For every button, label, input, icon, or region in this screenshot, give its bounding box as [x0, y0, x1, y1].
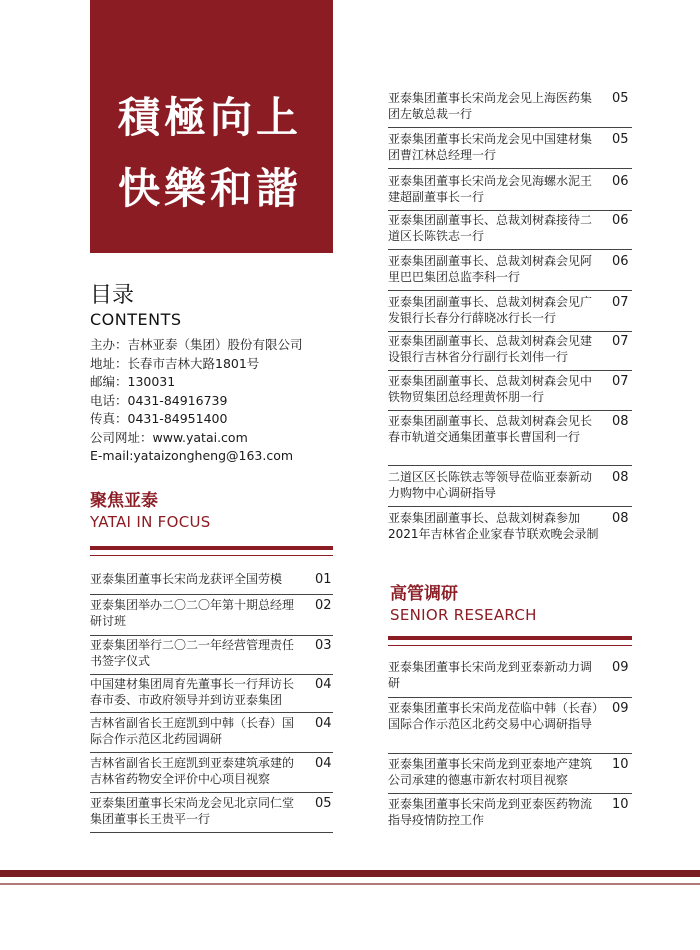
- toc-item-page: 09: [612, 701, 629, 716]
- toc-item-page: 10: [612, 797, 629, 812]
- toc-item-title: 亚泰集团副董事长、总裁刘树森会见中铁物贸集团总经理黄怀朋一行: [388, 374, 593, 404]
- toc-item-page: 05: [612, 132, 629, 147]
- toc-item[interactable]: [388, 254, 629, 285]
- toc-item-title: 亚泰集团副董事长、总裁刘树森会见建设银行吉林省分行副行长刘伟一行: [388, 334, 593, 364]
- toc-item-page: 06: [612, 254, 629, 269]
- toc-item[interactable]: [388, 213, 629, 244]
- toc-item-title: 吉林省副省长王庭凯到中韩（长春）国际合作示范区北药园调研: [90, 716, 295, 746]
- toc-item-title: 亚泰集团董事长宋尚龙会见上海医药集团左敏总裁一行: [388, 91, 593, 121]
- toc-item-divider: [388, 249, 632, 250]
- toc-item-divider: [388, 370, 632, 371]
- toc-item-title: 亚泰集团董事长宋尚龙到亚泰新动力调研: [388, 660, 593, 690]
- toc-item[interactable]: [388, 701, 629, 732]
- info-postcode: 邮编：130031: [90, 374, 176, 389]
- toc-item-page: 04: [315, 756, 332, 771]
- toc-item-divider: [388, 331, 632, 332]
- footer-rule-light: [0, 883, 700, 885]
- toc-item-divider: [388, 465, 632, 466]
- toc-item-divider: [388, 168, 632, 169]
- toc-item[interactable]: [388, 91, 629, 122]
- toc-item-page: 04: [315, 677, 332, 692]
- toc-subtitle: CONTENTS: [90, 310, 182, 329]
- toc-item[interactable]: [388, 470, 629, 501]
- toc-item-page: 08: [612, 414, 629, 429]
- toc-item-divider: [90, 712, 333, 713]
- toc-item-title: 亚泰集团董事长宋尚龙会见北京同仁堂集团董事长王贵平一行: [90, 796, 295, 826]
- toc-item[interactable]: [388, 374, 629, 405]
- toc-item-title: 亚泰集团副董事长、总裁刘树森会见长春市轨道交通集团董事长曹国利一行: [388, 414, 593, 444]
- section-title-en: SENIOR RESEARCH: [390, 606, 537, 624]
- toc-item[interactable]: [388, 334, 629, 365]
- section-rule-thick: [90, 546, 333, 550]
- toc-item[interactable]: [90, 756, 332, 787]
- toc-item-divider: [90, 674, 333, 675]
- toc-item-divider: [90, 792, 333, 793]
- toc-item-title: 亚泰集团董事长宋尚龙会见中国建材集团曹江林总经理一行: [388, 132, 593, 162]
- section-title-en: YATAI IN FOCUS: [90, 513, 211, 531]
- toc-item[interactable]: [388, 132, 629, 163]
- toc-item-title: 亚泰集团举办二〇二〇年第十期总经理研讨班: [90, 598, 295, 628]
- footer-rule-dark: [0, 870, 700, 877]
- banner-slogan-line-2: 快樂和諧: [118, 164, 303, 213]
- toc-item-divider: [388, 127, 632, 128]
- toc-item-page: 03: [315, 638, 332, 653]
- toc-item-title: 吉林省副省长王庭凯到亚泰建筑承建的吉林省药物安全评价中心项目视察: [90, 756, 295, 786]
- toc-item-page: 06: [612, 213, 629, 228]
- toc-item-title: 亚泰集团董事长宋尚龙会见海螺水泥王建超副董事长一行: [388, 174, 593, 204]
- toc-item[interactable]: [90, 598, 332, 629]
- toc-item-title: 亚泰集团董事长宋尚龙到亚泰医药物流指导疫情防控工作: [388, 797, 593, 827]
- toc-item-divider: [388, 410, 632, 411]
- toc-item-page: 06: [612, 174, 629, 189]
- toc-item[interactable]: [388, 757, 629, 788]
- toc-item-page: 05: [315, 796, 332, 811]
- section-header-focus: [90, 490, 211, 532]
- toc-item-divider: [388, 290, 632, 291]
- section-title-cn: 聚焦亚泰: [90, 491, 158, 511]
- toc-item[interactable]: [90, 677, 332, 708]
- toc-item-divider: [388, 753, 632, 754]
- toc-item-title: 亚泰集团举行二〇二一年经营管理责任书签字仪式: [90, 638, 295, 668]
- info-email[interactable]: E-mail:yataizongheng@163.com: [90, 448, 294, 463]
- toc-item-page: 08: [612, 511, 629, 526]
- section-rule-thin: [388, 645, 632, 646]
- toc-item[interactable]: [388, 414, 629, 445]
- info-address: 地址：长春市吉林大路1801号: [90, 355, 260, 371]
- toc-item-divider: [90, 594, 333, 595]
- publisher-info: [90, 336, 330, 466]
- toc-item-divider: [388, 793, 632, 794]
- section-header-senior: [390, 583, 537, 625]
- banner-slogan-line-1: 積極向上: [118, 93, 303, 142]
- cover-banner: [90, 0, 333, 253]
- toc-item-divider: [388, 210, 632, 211]
- info-website[interactable]: 公司网址：www.yatai.com: [90, 429, 248, 445]
- section-rule-thin: [90, 555, 333, 556]
- info-phone: 电话：0431-84916739: [90, 392, 228, 408]
- toc-item[interactable]: [90, 572, 332, 588]
- toc-item-divider: [388, 697, 632, 698]
- toc-item[interactable]: [388, 660, 629, 691]
- toc-item[interactable]: [388, 295, 629, 326]
- toc-item-page: 07: [612, 334, 629, 349]
- toc-item-title: 中国建材集团周育先董事长一行拜访长春市委、市政府领导并到访亚泰集团: [90, 677, 295, 707]
- info-publisher: 主办：吉林亚泰（集团）股份有限公司: [90, 337, 303, 352]
- toc-item[interactable]: [388, 511, 629, 542]
- toc-item-page: 10: [612, 757, 629, 772]
- section-rule-thick: [388, 636, 632, 640]
- toc-item-title: 二道区区长陈铁志等领导莅临亚泰新动力购物中心调研指导: [388, 470, 593, 500]
- toc-item-page: 05: [612, 91, 629, 106]
- toc-item-title: 亚泰集团董事长宋尚龙莅临中韩（长春）国际合作示范区北药交易中心调研指导: [388, 701, 599, 731]
- toc-item-title: 亚泰集团董事长宋尚龙获评全国劳模: [90, 572, 283, 586]
- toc-item-divider: [90, 752, 333, 753]
- toc-item-divider: [90, 832, 333, 833]
- toc-item-page: 02: [315, 598, 332, 613]
- toc-item-title: 亚泰集团副董事长、总裁刘树森接待二道区长陈铁志一行: [388, 213, 593, 243]
- section-title-cn: 高管调研: [390, 584, 458, 604]
- toc-item-divider: [90, 635, 333, 636]
- toc-item-title: 亚泰集团副董事长、总裁刘树森参加2021年吉林省企业家春节联欢晚会录制: [388, 511, 599, 541]
- toc-item[interactable]: [90, 716, 332, 747]
- toc-item[interactable]: [90, 796, 332, 827]
- toc-item-page: 08: [612, 470, 629, 485]
- toc-item[interactable]: [90, 638, 332, 669]
- toc-item-page: 04: [315, 716, 332, 731]
- toc-item-title: 亚泰集团副董事长、总裁刘树森会见阿里巴巴集团总监李科一行: [388, 254, 593, 284]
- toc-item-title: 亚泰集团董事长宋尚龙到亚泰地产建筑公司承建的德惠市新农村项目视察: [388, 757, 593, 787]
- toc-item-page: 07: [612, 295, 629, 310]
- info-fax: 传真：0431-84951400: [90, 411, 228, 426]
- toc-item-page: 09: [612, 660, 629, 675]
- toc-item[interactable]: [388, 797, 629, 828]
- toc-item-page: 01: [315, 572, 332, 587]
- toc-item-page: 07: [612, 374, 629, 389]
- toc-item-divider: [388, 506, 632, 507]
- toc-item-title: 亚泰集团副董事长、总裁刘树森会见广发银行长春分行薛晓冰行长一行: [388, 295, 593, 325]
- toc-title: 目录: [90, 283, 135, 308]
- toc-item[interactable]: [388, 174, 629, 205]
